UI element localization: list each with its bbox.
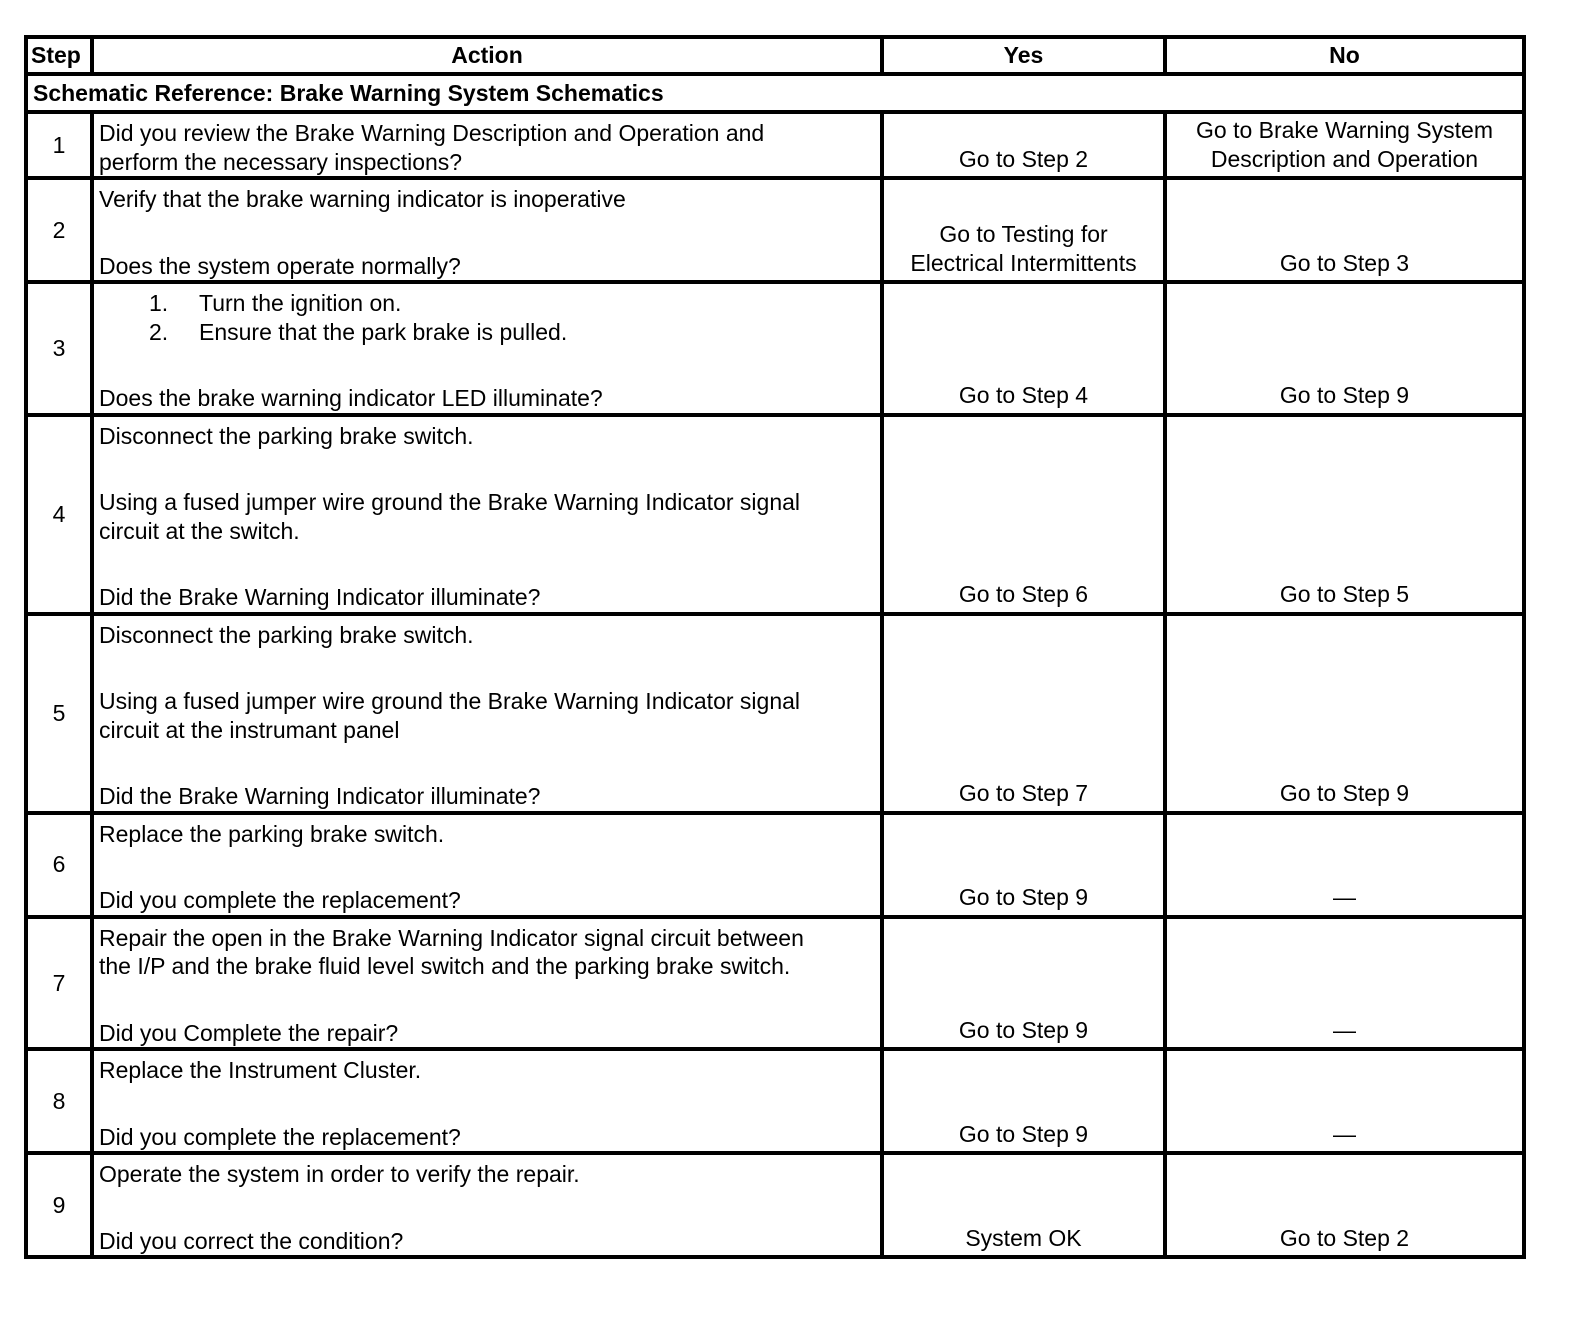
header-row (26, 37, 1524, 74)
step-number: 7 (26, 917, 92, 1050)
step-number: 2 (26, 178, 92, 282)
action-line: circuit at the switch. (99, 517, 300, 544)
no-cell (1165, 1049, 1524, 1153)
yes-line: Go to Step 9 (958, 1016, 1089, 1043)
no-line: — (1333, 884, 1356, 910)
action-line: the I/P and the brake fluid level switch and the parking brake switch. (99, 953, 791, 979)
step-number: 3 (26, 282, 92, 415)
paragraph-spacer (99, 1189, 875, 1227)
list-item (99, 289, 875, 318)
yes-line: Go to Step 7 (958, 780, 1089, 806)
list-item (99, 318, 875, 347)
step-row (26, 813, 1524, 917)
schematic-reference-row (26, 74, 1524, 112)
paragraph-spacer (99, 450, 875, 488)
step-row (26, 112, 1524, 178)
paragraph-spacer (99, 848, 875, 886)
paragraph-spacer (99, 346, 875, 384)
action-cell (92, 614, 882, 813)
no-cell (1165, 178, 1524, 282)
header-step: Step (26, 37, 92, 74)
yes-line: Electrical Intermittents (910, 249, 1137, 276)
action-line: circuit at the instrumant panel (99, 716, 400, 743)
yes-cell (882, 1153, 1165, 1257)
paragraph-spacer (99, 214, 875, 252)
no-line: Description and Operation (1210, 145, 1479, 172)
action-cell (92, 112, 882, 178)
list-text: Turn the ignition on. (199, 290, 402, 316)
no-cell (1165, 112, 1524, 178)
step-number: 1 (26, 112, 92, 178)
no-cell (1165, 917, 1524, 1050)
action-line: Did the Brake Warning Indicator illuminate? (99, 783, 541, 809)
no-line: — (1333, 1016, 1356, 1043)
paragraph-spacer (99, 981, 875, 1019)
yes-cell (882, 178, 1165, 282)
yes-line: System OK (965, 1224, 1082, 1251)
diagnostic-table (24, 35, 1526, 1259)
yes-line: Go to Testing for (939, 221, 1108, 247)
step-number: 4 (26, 415, 92, 614)
step-row (26, 614, 1524, 813)
yes-cell (882, 614, 1165, 813)
step-row (26, 917, 1524, 1050)
action-line: Replace the parking brake switch. (99, 820, 445, 847)
step-number: 6 (26, 813, 92, 917)
yes-line: Go to Step 6 (958, 581, 1089, 607)
action-line: Does the brake warning indicator LED illuminate? (99, 385, 603, 411)
list-number: 2. (149, 318, 169, 345)
paragraph-spacer (99, 545, 875, 583)
action-line: Did you correct the condition? (99, 1227, 404, 1254)
no-cell (1165, 282, 1524, 415)
step-row (26, 1153, 1524, 1257)
yes-cell (882, 112, 1165, 178)
action-line: Replace the Instrument Cluster. (99, 1057, 422, 1083)
no-cell (1165, 813, 1524, 917)
no-line: Go to Step 2 (1279, 1224, 1410, 1251)
yes-cell (882, 282, 1165, 415)
step-row (26, 282, 1524, 415)
no-cell (1165, 1153, 1524, 1257)
action-line: Verify that the brake warning indicator is inoperative (99, 186, 626, 212)
yes-line: Go to Step 9 (958, 884, 1089, 910)
step-row (26, 178, 1524, 282)
yes-cell (882, 813, 1165, 917)
paragraph-spacer (99, 649, 875, 687)
step-number: 8 (26, 1049, 92, 1153)
header-no: No (1165, 37, 1524, 74)
action-line: Using a fused jumper wire ground the Brake Warning Indicator signal (99, 688, 801, 714)
no-cell (1165, 415, 1524, 614)
step-row (26, 1049, 1524, 1153)
action-cell (92, 917, 882, 1050)
action-line: Does the system operate normally? (99, 252, 461, 279)
no-line: Go to Step 9 (1279, 382, 1410, 408)
step-number: 5 (26, 614, 92, 813)
action-line: Did you complete the replacement? (99, 887, 461, 913)
action-line: Did you Complete the repair? (99, 1019, 399, 1046)
action-line: perform the necessary inspections? (99, 148, 463, 175)
action-line: Did the Brake Warning Indicator illuminate? (99, 584, 541, 610)
action-cell (92, 178, 882, 282)
yes-cell (882, 917, 1165, 1050)
step-number: 9 (26, 1153, 92, 1257)
list-text: Ensure that the park brake is pulled. (199, 318, 568, 345)
action-line: Disconnect the parking brake switch. (99, 621, 474, 648)
header-yes: Yes (882, 37, 1165, 74)
action-line: Disconnect the parking brake switch. (99, 422, 474, 449)
action-line: Did you complete the replacement? (99, 1123, 461, 1150)
action-cell (92, 1049, 882, 1153)
yes-line: Go to Step 9 (958, 1120, 1089, 1147)
action-cell (92, 813, 882, 917)
paragraph-spacer (99, 744, 875, 782)
no-line: Go to Brake Warning System (1196, 117, 1493, 143)
yes-cell (882, 415, 1165, 614)
no-line: Go to Step 5 (1279, 581, 1410, 607)
action-line: Using a fused jumper wire ground the Brake Warning Indicator signal (99, 489, 801, 515)
no-line: Go to Step 3 (1279, 249, 1410, 276)
action-cell (92, 282, 882, 415)
action-cell (92, 415, 882, 614)
action-line: Repair the open in the Brake Warning Indicator signal circuit between (99, 924, 804, 951)
no-cell (1165, 614, 1524, 813)
header-action: Action (92, 37, 882, 74)
action-cell (92, 1153, 882, 1257)
list-number: 1. (149, 290, 169, 316)
no-line: Go to Step 9 (1279, 780, 1410, 806)
yes-line: Go to Step 2 (958, 145, 1089, 172)
no-line: — (1333, 1120, 1356, 1147)
action-line: Operate the system in order to verify the repair. (99, 1161, 580, 1187)
action-line: Did you review the Brake Warning Description and Operation and (99, 120, 765, 146)
paragraph-spacer (99, 1085, 875, 1123)
yes-cell (882, 1049, 1165, 1153)
schematic-reference: Schematic Reference: Brake Warning System Schematics (26, 74, 1524, 112)
yes-line: Go to Step 4 (958, 382, 1089, 408)
step-row (26, 415, 1524, 614)
